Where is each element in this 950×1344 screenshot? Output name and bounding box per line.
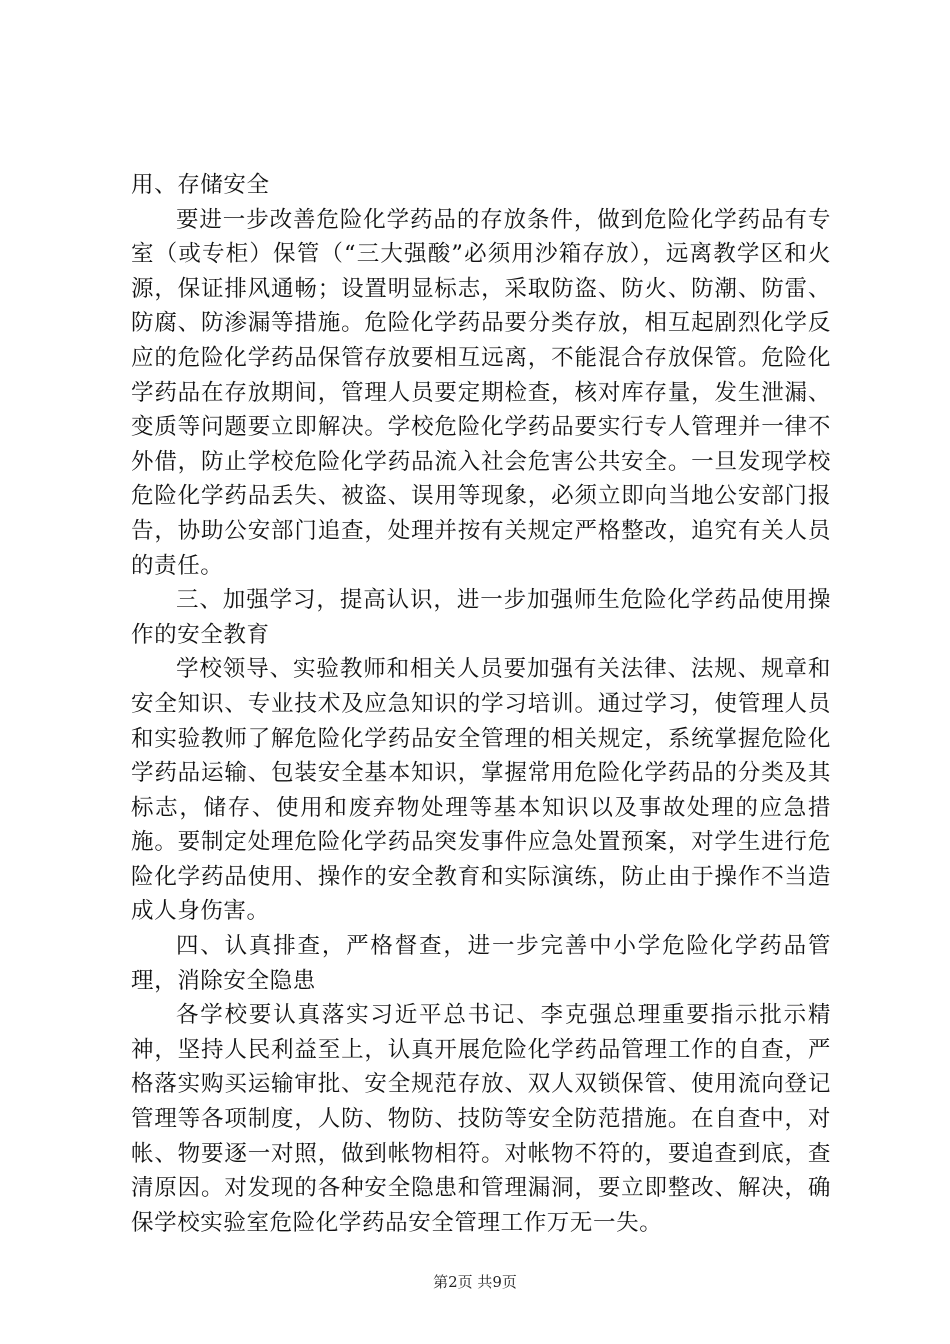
paragraph-learning-training: 学校领导、实验教师和相关人员要加强有关法律、法规、规章和安全知识、专业技术及应急知识的学习培训。通过学习，使管理人员和实验教师了解危险化学药品安全管理的相关规定，系统掌握危险化学药品运输、包装安全基本知识，掌握常用危险化学药品的分类及其标志，储存、使用和废弃物处理等基本知识以及事故处理的应急措施。要制定处理危险化学药品突发事件应急处置预案，对学生进行危险化学药品使用、操作的安全教育和实际演练，防止由于操作不当造成人身伤害。 [131,656,831,925]
paragraph-continuation: 用、存储安全 [131,172,270,198]
section-heading-three: 三、加强学习，提高认识，进一步加强师生危险化学药品使用操作的安全教育 [131,587,831,648]
document-body [131,168,831,1240]
paragraph-storage-safety: 要进一步改善危险化学药品的存放条件，做到危险化学药品有专室（或专柜）保管（“三大强酸”必须用沙箱存放），远离教学区和火源，保证排风通畅；设置明显标志，采取防盗、防火、防潮、防雷、防腐、防渗漏等措施。危险化学药品要分类存放，相互起剧烈化学反应的危险化学药品保管存放要相互远离，不能混合存放保管。危险化学药品在存放期间，管理人员要定期检查，核对库存量，发生泄漏、变质等问题要立即解决。学校危险化学药品要实行专人管理并一律不外借，防止学校危险化学药品流入社会危害公共安全。一旦发现学校危险化学药品丢失、被盗、误用等现象，必须立即向当地公安部门报告，协助公安部门追查，处理并按有关规定严格整改，追究有关人员的责任。 [131,206,831,579]
page-number-footer: 第2页 共9页 [433,1273,517,1291]
section-heading-four: 四、认真排查，严格督查，进一步完善中小学危险化学药品管理，消除安全隐患 [131,933,831,994]
paragraph-self-inspection: 各学校要认真落实习近平总书记、李克强总理重要指示批示精神，坚持人民利益至上，认真开展危险化学药品管理工作的自查，严格落实购买运输审批、安全规范存放、双人双锁保管、使用流向登记管理等各项制度，人防、物防、技防等安全防范措施。在自查中，对帐、物要逐一对照，做到帐物相符。对帐物不符的，要追查到底，查清原因。对发现的各种安全隐患和管理漏洞，要立即整改、解决，确保学校实验室危险化学药品安全管理工作万无一失。 [131,1002,831,1236]
